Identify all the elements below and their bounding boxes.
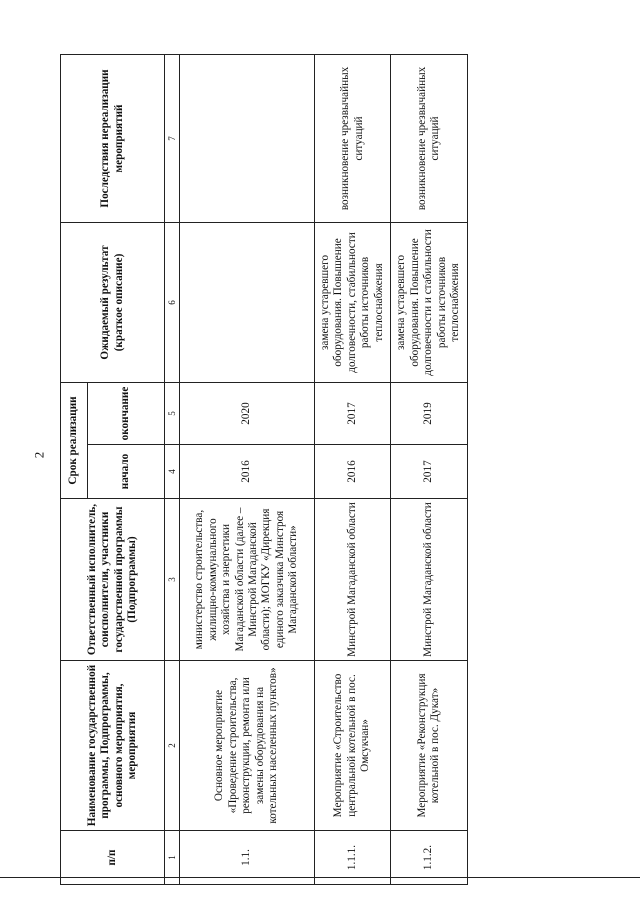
page-number: 2 [31,451,47,459]
header-row [61,54,88,884]
row-consequences: возникновение чрезвычайных ситуаций [391,54,468,222]
page-bottom-rule [0,877,640,878]
row-end: 2017 [315,382,391,444]
row-name: Мероприятие «Строительство центральной котельной в пос. Омсукчан» [315,661,391,831]
header-result: Ожидаемый результат (краткое описание) [61,222,165,382]
program-table [60,54,468,885]
column-index-row [165,54,180,884]
header-period: Срок реализации [61,382,88,498]
index-cell: 6 [165,222,180,382]
table-row [391,54,468,884]
row-end: 2020 [180,382,315,444]
row-num: 1.1.1. [315,831,391,885]
index-cell: 1 [165,831,180,885]
rotated-table-wrapper [60,55,462,885]
row-num: 1.1. [180,831,315,885]
index-cell: 4 [165,445,180,499]
row-executor: Минстрой Магаданской области [391,499,468,661]
table-row [180,54,315,884]
row-name: Мероприятие «Реконструкция котельной в пос. Дукат» [391,661,468,831]
row-result: замена устаревшего оборудования. Повышение долговечности и стабильности работы источников теплоснабжения [391,222,468,382]
index-cell: 7 [165,54,180,222]
row-result [180,222,315,382]
row-consequences [180,54,315,222]
header-name: Наименование государственной программы, Подпрограммы, основного мероприятия, мероприятия [61,661,165,831]
index-cell: 3 [165,499,180,661]
header-end: окончание [88,382,165,444]
row-result: замена устаревшего оборудования. Повышение долговечности, стабильности работы источников теплоснабжения [315,222,391,382]
row-start: 2016 [315,445,391,499]
index-cell: 2 [165,661,180,831]
header-consequences: Последствия нереализации мероприятий [61,54,165,222]
row-executor: министерство строительства, жилищно-коммунального хозяйства и энергетики Магаданской области (далее – Минстрой Магаданской области); МОГКУ «Дирекция единого заказчика Минстроя Магаданской области» [180,499,315,661]
header-executor: Ответственный исполнитель, соисполнители, участники государственной программы (Подпрограммы) [61,499,165,661]
row-start: 2017 [391,445,468,499]
index-cell: 5 [165,382,180,444]
row-end: 2019 [391,382,468,444]
header-num: п/п [61,831,165,885]
row-consequences: возникновение чрезвычайных ситуаций [315,54,391,222]
row-start: 2016 [180,445,315,499]
row-num: 1.1.2. [391,831,468,885]
table-row [315,54,391,884]
row-name: Основное мероприятие «Проведение строительства, реконструкции, ремонта или замены оборудования на котельных населенных пунктов» [180,661,315,831]
row-executor: Минстрой Магаданской области [315,499,391,661]
header-start: начало [88,445,165,499]
